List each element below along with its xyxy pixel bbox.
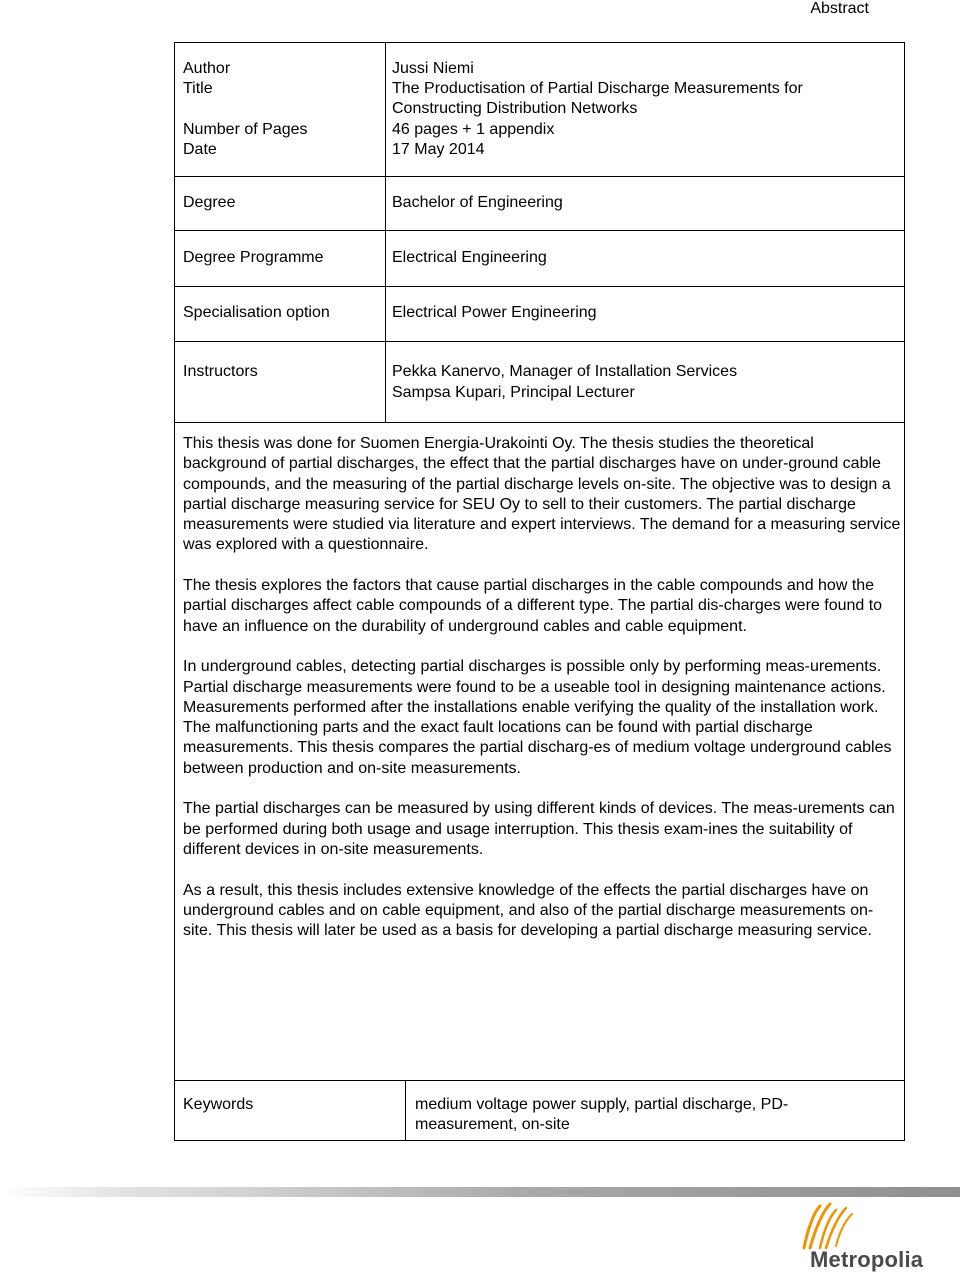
abstract-paragraph-3: In underground cables, detecting partial discharges is possible only by performing meas-urements. Partial discharge measurements were found to be a useable tool in designing maintenance actions. Measurements performed after the installations enable verifying the quality of the installation work. The malfunctioning parts and the exact fault locations can be found with partial discharge measurements. This thesis compares the partial discharg-es of medium voltage underground cables between production and on-site measurements.: [183, 658, 892, 777]
footer-gradient-band: [0, 1187, 960, 1197]
programme-value: Electrical Engineering: [392, 249, 547, 266]
instructor-2: Sampsa Kupari, Principal Lecturer: [392, 384, 635, 401]
abstract-body: [183, 434, 901, 962]
date-value: 17 May 2014: [392, 141, 485, 158]
keywords-line-1: medium voltage power supply, partial discharge, PD-: [415, 1096, 789, 1113]
pages-value: 46 pages + 1 appendix: [392, 121, 555, 138]
metropolia-logo-text: Metropolia: [810, 1247, 924, 1272]
degree-label: Degree: [183, 194, 236, 211]
column-divider: [385, 43, 386, 422]
author-label: Author: [183, 60, 231, 77]
instructors-label: Instructors: [183, 363, 258, 380]
page-header: Abstract: [810, 0, 869, 17]
title-value-line2: Constructing Distribution Networks: [392, 100, 638, 117]
abstract-table: [174, 42, 905, 1141]
abstract-paragraph-1: This thesis was done for Suomen Energia-Urakointi Oy. The thesis studies the theoretical background of partial discharges, the effect that the partial discharges have on under-ground cable compounds, and the measuring of the partial discharge levels on-site. The objective was to design a partial discharge measuring service for SEU Oy to sell to their customers. The partial discharge measurements were studied via literature and expert interviews. The demand for a measuring service was explored with a questionnaire.: [183, 435, 901, 554]
abstract-paragraph-2: The thesis explores the factors that cause partial discharges in the cable compounds and how the partial discharges affect cable compounds of a different type. The partial dis-charges were found to have an influence on the durability of underground cables and cable equipment.: [183, 577, 883, 635]
option-value: Electrical Power Engineering: [392, 304, 597, 321]
author-value: Jussi Niemi: [392, 60, 474, 77]
programme-label: Degree Programme: [183, 249, 324, 266]
degree-value: Bachelor of Engineering: [392, 194, 563, 211]
instructor-1: Pekka Kanervo, Manager of Installation Services: [392, 363, 738, 380]
pages-label: Number of Pages: [183, 121, 308, 138]
abstract-paragraph-5: As a result, this thesis includes extensive knowledge of the effects the partial discharges have on underground cables and on cable equipment, and also of the partial discharge measurements on-site. This thesis will later be used as a basis for developing a partial discharge measuring service.: [183, 881, 874, 940]
keywords-divider: [405, 1081, 406, 1140]
abstract-paragraph-4: The partial discharges can be measured by using different kinds of devices. The meas-urements can be performed during both usage and usage interruption. This thesis exam-ines the suitability of different devices in on-site measurements.: [183, 800, 895, 858]
option-label: Specialisation option: [183, 304, 330, 321]
date-label: Date: [183, 141, 217, 158]
title-value-line1: The Productisation of Partial Discharge Measurements for: [392, 80, 803, 97]
keywords-row: [175, 1080, 904, 1140]
title-label: Title: [183, 80, 213, 97]
keywords-label: Keywords: [183, 1096, 254, 1113]
keywords-line-2: measurement, on-site: [415, 1116, 570, 1133]
